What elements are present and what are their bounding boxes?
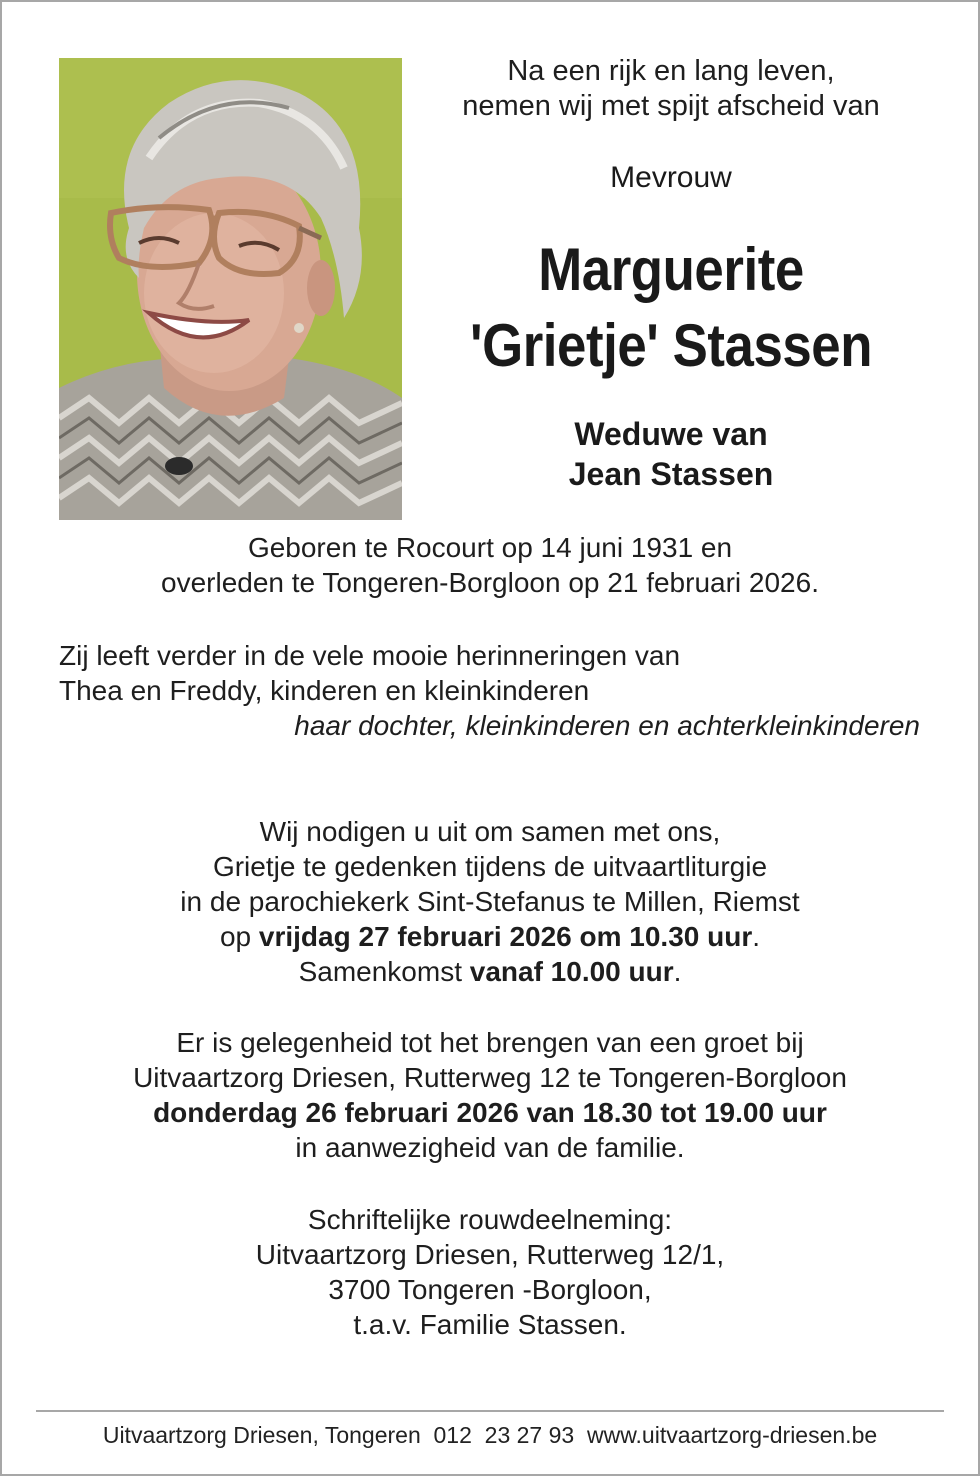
nickname-surname: 'Grietje' Stassen: [469, 312, 873, 379]
first-name: Marguerite: [538, 236, 804, 303]
footer-contact: Uitvaartzorg Driesen, Tongeren 012 23 27 93 www.uitvaartzorg-driesen.be: [102, 1422, 878, 1448]
death-line: overleden te Tongeren-Borgloon op 21 februari 2026.: [161, 567, 819, 598]
service-date-suffix: .: [752, 921, 761, 952]
condolence-info: [40, 1202, 940, 1342]
service-date: vrijdag 27 februari 2026 om 10.30 uur: [258, 921, 753, 952]
deceased-name: [441, 232, 900, 384]
gathering-suffix: .: [673, 956, 682, 987]
widow-line-1: Weduwe van: [574, 416, 768, 452]
salutation: Mevrouw: [610, 161, 732, 194]
service-line-5: [40, 954, 940, 989]
condolence-line-4: t.a.v. Familie Stassen.: [353, 1309, 627, 1340]
gathering-prefix: Samenkomst: [298, 956, 470, 987]
footer-divider: [36, 1410, 944, 1412]
condolence-line-2: Uitvaartzorg Driesen, Rutterweg 12/1,: [255, 1239, 725, 1270]
visitation-line-2: Uitvaartzorg Driesen, Rutterweg 12 te Tongeren-Borgloon: [133, 1062, 847, 1093]
memories-line-2: Thea en Freddy, kinderen en kleinkinderen: [59, 675, 590, 706]
widow-of: [420, 414, 922, 494]
intro-line-2: nemen wij met spijt afscheid van: [462, 90, 880, 122]
service-line-2: Grietje te gedenken tijdens de uitvaartliturgie: [212, 851, 768, 882]
service-line-4: [40, 919, 940, 954]
visitation-info: [40, 1025, 940, 1165]
intro-line-1: Na een rijk en lang leven,: [507, 55, 835, 87]
birth-death-info: [40, 530, 940, 600]
visitation-line-4: in aanwezigheid van de familie.: [295, 1132, 685, 1163]
memories-line-3: haar dochter, kleinkinderen en achterkleinkinderen: [294, 710, 920, 741]
service-date-prefix: op: [219, 921, 259, 952]
condolence-line-3: 3700 Tongeren -Borgloon,: [328, 1274, 652, 1305]
condolence-line-1: Schriftelijke rouwdeelneming:: [307, 1204, 673, 1235]
service-info: [40, 814, 940, 989]
intro-text: [420, 54, 922, 124]
service-line-1: Wij nodigen u uit om samen met ons,: [259, 816, 721, 847]
widow-line-2: Jean Stassen: [568, 456, 774, 492]
portrait-photo: [59, 58, 402, 520]
visitation-line-3: [40, 1095, 940, 1130]
service-line-3: in de parochiekerk Sint-Stefanus te Millen, Riemst: [180, 886, 800, 917]
visitation-line-1: Er is gelegenheid tot het brengen van een groet bij: [176, 1027, 804, 1058]
birth-line: Geboren te Rocourt op 14 juni 1931 en: [247, 532, 733, 563]
gathering-time: vanaf 10.00 uur: [469, 956, 674, 987]
visitation-time: donderdag 26 februari 2026 van 18.30 tot 19.00 uur: [153, 1097, 827, 1128]
memories-line-1: Zij leeft verder in de vele mooie herinneringen van: [59, 640, 681, 671]
